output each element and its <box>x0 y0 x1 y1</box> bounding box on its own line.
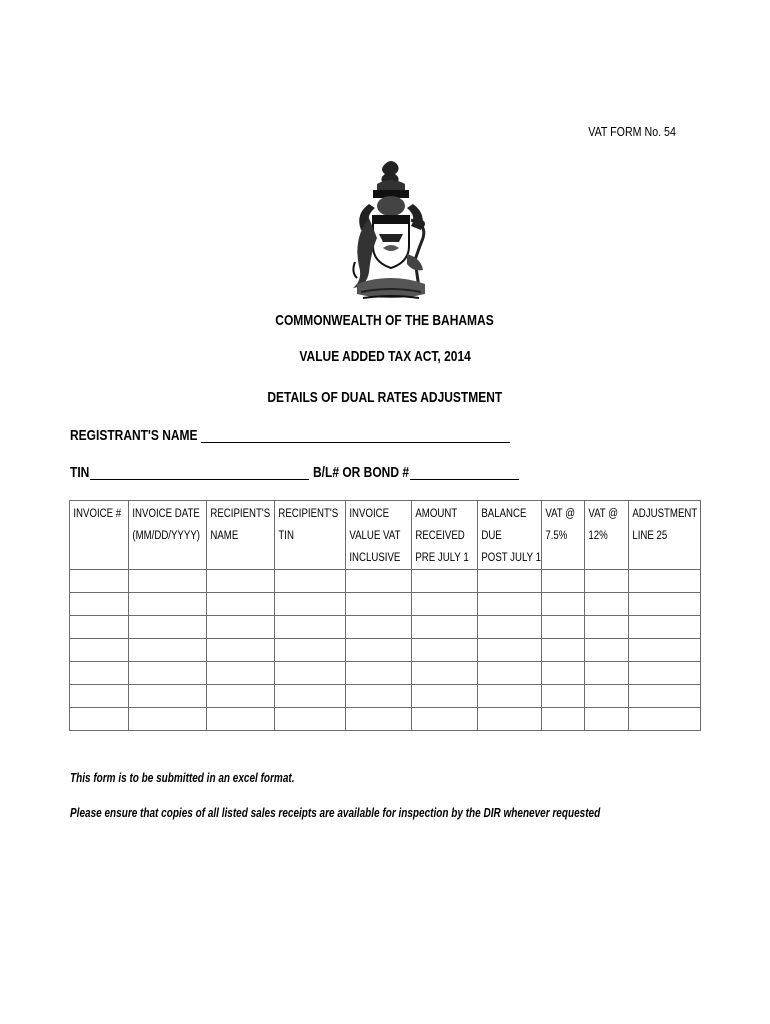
col-header-amount-received: AMOUNT RECEIVED PRE JULY 1 <box>412 501 478 570</box>
table-cell[interactable] <box>346 662 412 685</box>
bl-bond-field[interactable] <box>410 479 519 480</box>
col-header-vat-12: VAT @ 12% <box>585 501 629 570</box>
note-receipts: Please ensure that copies of all listed sales receipts are available for inspection by the DIR whenever requested <box>70 806 601 820</box>
table-cell[interactable] <box>129 593 207 616</box>
table-row <box>70 708 701 731</box>
table-cell[interactable] <box>129 685 207 708</box>
table-cell[interactable] <box>129 708 207 731</box>
table-cell[interactable] <box>542 570 585 593</box>
table-cell[interactable] <box>585 662 629 685</box>
table-cell[interactable] <box>629 616 701 639</box>
table-body <box>70 570 701 731</box>
table-header-row <box>70 501 701 570</box>
table-cell[interactable] <box>412 662 478 685</box>
table-row <box>70 616 701 639</box>
table-cell[interactable] <box>542 639 585 662</box>
coat-of-arms-icon <box>347 158 435 302</box>
table-cell[interactable] <box>478 639 542 662</box>
table-cell[interactable] <box>412 708 478 731</box>
col-header-invoice-value: INVOICE VALUE VAT INCLUSIVE <box>346 501 412 570</box>
col-header-vat-7-5: VAT @ 7.5% <box>542 501 585 570</box>
table-cell[interactable] <box>542 662 585 685</box>
table-cell[interactable] <box>70 593 129 616</box>
table-cell[interactable] <box>478 685 542 708</box>
table-cell[interactable] <box>207 685 275 708</box>
table-cell[interactable] <box>629 639 701 662</box>
table-cell[interactable] <box>412 639 478 662</box>
col-header-recipient-tin: RECIPIENT'S TIN <box>275 501 346 570</box>
table-cell[interactable] <box>629 593 701 616</box>
table-cell[interactable] <box>585 685 629 708</box>
table-cell[interactable] <box>275 662 346 685</box>
table-cell[interactable] <box>70 708 129 731</box>
table-cell[interactable] <box>412 570 478 593</box>
table-cell[interactable] <box>585 708 629 731</box>
table-cell[interactable] <box>629 570 701 593</box>
table-row <box>70 639 701 662</box>
table-cell[interactable] <box>70 662 129 685</box>
table-cell[interactable] <box>129 570 207 593</box>
table-cell[interactable] <box>346 685 412 708</box>
table-row <box>70 593 701 616</box>
table-cell[interactable] <box>412 685 478 708</box>
table-cell[interactable] <box>275 570 346 593</box>
table-cell[interactable] <box>207 662 275 685</box>
table-cell[interactable] <box>542 593 585 616</box>
table-cell[interactable] <box>70 685 129 708</box>
table-row <box>70 570 701 593</box>
col-header-invoice-date: INVOICE DATE (MM/DD/YYYY) <box>129 501 207 570</box>
table-cell[interactable] <box>70 570 129 593</box>
table-cell[interactable] <box>207 616 275 639</box>
table-cell[interactable] <box>346 639 412 662</box>
table-cell[interactable] <box>585 593 629 616</box>
bl-bond-label: B/L# OR BOND # <box>313 464 410 481</box>
col-header-balance-due: BALANCE DUE POST JULY 1 <box>478 501 542 570</box>
table-cell[interactable] <box>275 593 346 616</box>
table-cell[interactable] <box>129 662 207 685</box>
registrant-name-field[interactable] <box>201 442 510 443</box>
table-cell[interactable] <box>346 708 412 731</box>
heading-act: VALUE ADDED TAX ACT, 2014 <box>299 348 471 365</box>
table-cell[interactable] <box>629 662 701 685</box>
table-cell[interactable] <box>412 616 478 639</box>
registrant-name-label: REGISTRANT'S NAME <box>70 427 198 444</box>
table-cell[interactable] <box>207 639 275 662</box>
table-cell[interactable] <box>70 616 129 639</box>
table-row <box>70 685 701 708</box>
note-excel-format: This form is to be submitted in an excel format. <box>70 771 295 785</box>
tin-field[interactable] <box>90 479 309 480</box>
table-cell[interactable] <box>275 616 346 639</box>
table-cell[interactable] <box>629 708 701 731</box>
table-cell[interactable] <box>70 639 129 662</box>
table-cell[interactable] <box>275 708 346 731</box>
table-cell[interactable] <box>585 639 629 662</box>
table-cell[interactable] <box>275 685 346 708</box>
table-cell[interactable] <box>129 639 207 662</box>
table-cell[interactable] <box>542 708 585 731</box>
table-cell[interactable] <box>275 639 346 662</box>
table-cell[interactable] <box>129 616 207 639</box>
col-header-recipient-name: RECIPIENT'S NAME <box>207 501 275 570</box>
table-cell[interactable] <box>478 616 542 639</box>
table-row <box>70 662 701 685</box>
table-cell[interactable] <box>412 593 478 616</box>
table-cell[interactable] <box>207 708 275 731</box>
col-header-invoice-number: INVOICE # <box>70 501 129 570</box>
table-cell[interactable] <box>478 662 542 685</box>
table-cell[interactable] <box>207 570 275 593</box>
table-cell[interactable] <box>542 685 585 708</box>
heading-commonwealth: COMMONWEALTH OF THE BAHAMAS <box>275 312 495 329</box>
tin-label: TIN <box>70 464 90 481</box>
adjustment-table <box>69 500 701 731</box>
col-header-adjustment: ADJUSTMENT LINE 25 <box>629 501 701 570</box>
table-cell[interactable] <box>478 593 542 616</box>
table-cell[interactable] <box>478 570 542 593</box>
table-cell[interactable] <box>346 616 412 639</box>
table-cell[interactable] <box>585 616 629 639</box>
form-number: VAT FORM No. 54 <box>588 124 676 139</box>
table-cell[interactable] <box>585 570 629 593</box>
table-cell[interactable] <box>542 616 585 639</box>
table-cell[interactable] <box>207 593 275 616</box>
table-cell[interactable] <box>346 593 412 616</box>
table-cell[interactable] <box>478 708 542 731</box>
table-cell[interactable] <box>629 685 701 708</box>
table-cell[interactable] <box>346 570 412 593</box>
heading-form-title: DETAILS OF DUAL RATES ADJUSTMENT <box>267 389 503 406</box>
